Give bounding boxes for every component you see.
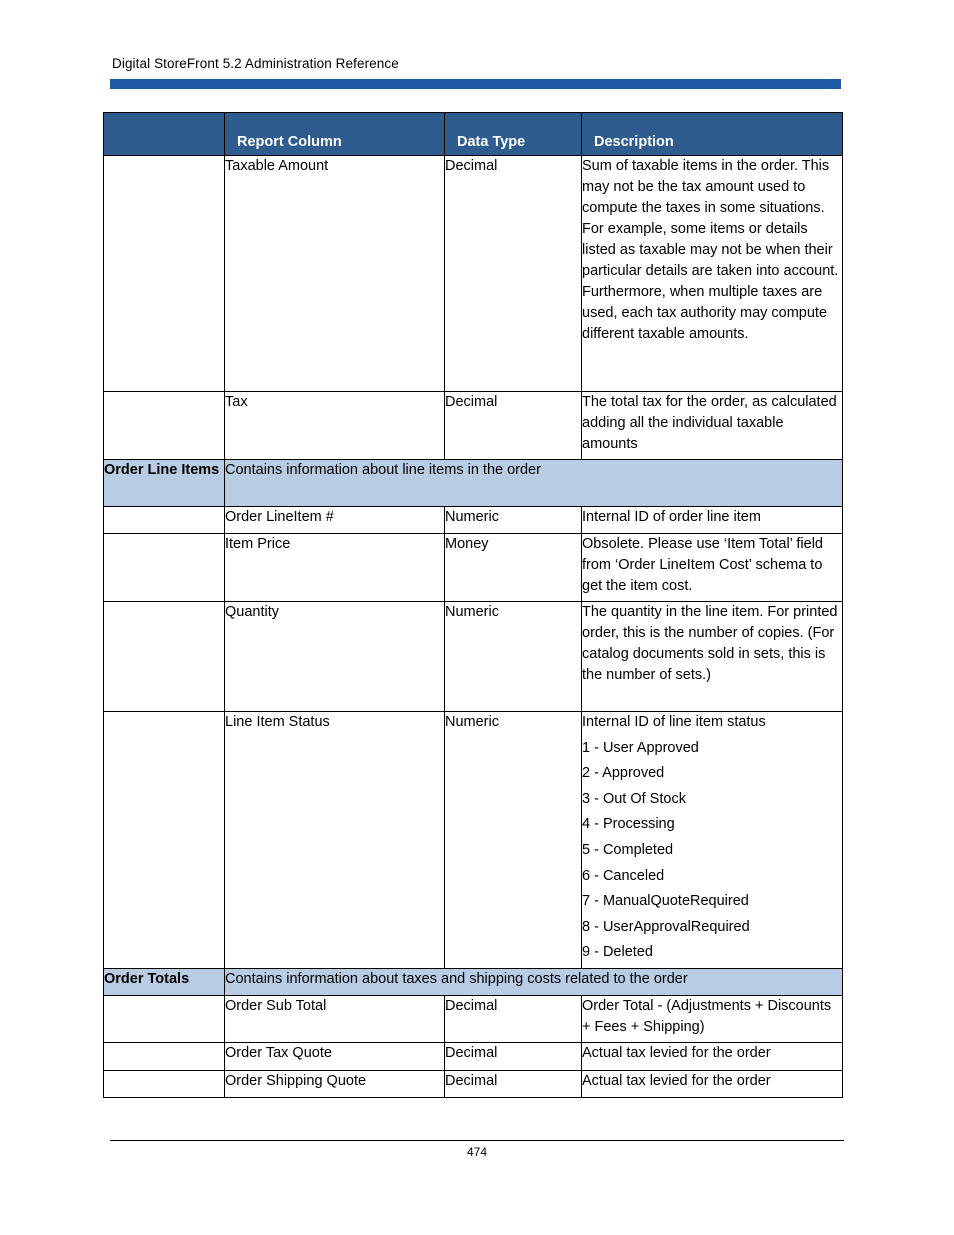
status-item: 1 - User Approved — [582, 739, 699, 756]
report-column-cell: Taxable Amount — [225, 156, 445, 392]
header-accent-bar — [110, 79, 841, 89]
description-cell: Internal ID of order line item — [582, 507, 843, 534]
section-row-order-line-items — [104, 460, 843, 507]
status-item: 4 - Processing — [582, 816, 675, 833]
table-row — [104, 1071, 843, 1098]
page-number: 474 — [466, 1145, 488, 1159]
section-row-order-totals — [104, 969, 843, 996]
table-row — [104, 996, 843, 1043]
description-cell: The total tax for the order, as calculated adding all the individual taxable amounts — [582, 392, 843, 460]
section-title: Order Line Items — [104, 460, 225, 507]
description-cell: Actual tax levied for the order — [582, 1043, 843, 1071]
data-type-cell: Money — [445, 534, 582, 602]
header-cell-report-column: Report Column — [225, 113, 445, 156]
data-type-cell: Decimal — [445, 1043, 582, 1071]
status-item: 3 - Out Of Stock — [582, 790, 686, 807]
description-cell: Sum of taxable items in the order. This may not be the tax amount used to compute the taxes in some situations. For example, some items or details listed as taxable may not be when their particular details are taken into account. Furthermore, when multiple taxes are used, each tax authority may compute different taxable amounts. — [582, 156, 843, 392]
report-column-cell: Order Tax Quote — [225, 1043, 445, 1071]
report-column-cell: Order LineItem # — [225, 507, 445, 534]
table-row — [104, 534, 843, 602]
data-type-cell: Numeric — [445, 507, 582, 534]
section-cell — [104, 507, 225, 534]
running-header-title: Digital StoreFront 5.2 Administration Reference — [112, 56, 399, 71]
report-column-cell: Quantity — [225, 602, 445, 712]
data-type-cell: Decimal — [445, 1071, 582, 1098]
section-cell — [104, 534, 225, 602]
header-cell-section — [104, 113, 225, 156]
report-column-cell: Tax — [225, 392, 445, 460]
description-cell: Order Total - (Adjustments + Discounts + Fees + Shipping) — [582, 996, 843, 1043]
section-cell — [104, 1071, 225, 1098]
report-columns-table — [103, 112, 843, 1098]
section-cell — [104, 1043, 225, 1071]
description-cell: The quantity in the line item. For printed order, this is the number of copies. (For catalog documents sold in sets, this is the number of sets.) — [582, 602, 843, 712]
table-row — [104, 507, 843, 534]
section-title: Order Totals — [104, 969, 225, 996]
table-row — [104, 156, 843, 392]
data-type-cell: Decimal — [445, 156, 582, 392]
status-item: 6 - Canceled — [582, 867, 665, 884]
status-item: 9 - Deleted — [582, 944, 653, 961]
section-cell — [104, 602, 225, 712]
report-column-cell: Order Shipping Quote — [225, 1071, 445, 1098]
data-type-cell: Decimal — [445, 996, 582, 1043]
status-item: 2 - Approved — [582, 765, 665, 782]
description-cell: Obsolete. Please use ‘Item Total’ field from ‘Order LineItem Cost’ schema to get the item cost. — [582, 534, 843, 602]
footer-rule — [110, 1140, 844, 1141]
section-cell — [104, 156, 225, 392]
status-item: 7 - ManualQuoteRequired — [582, 893, 749, 910]
header-cell-description: Description — [582, 113, 843, 156]
section-cell — [104, 996, 225, 1043]
table-row — [104, 712, 843, 969]
header-cell-data-type: Data Type — [445, 113, 582, 156]
data-type-cell: Numeric — [445, 712, 582, 969]
report-column-cell: Order Sub Total — [225, 996, 445, 1043]
description-cell — [582, 712, 843, 969]
report-column-cell: Item Price — [225, 534, 445, 602]
data-type-cell: Numeric — [445, 602, 582, 712]
table-row — [104, 602, 843, 712]
table-header-row — [104, 113, 843, 156]
table-row — [104, 1043, 843, 1071]
data-type-cell: Decimal — [445, 392, 582, 460]
status-item: 8 - UserApprovalRequired — [582, 918, 750, 935]
section-cell — [104, 392, 225, 460]
status-intro: Internal ID of line item status — [582, 714, 766, 730]
description-cell: Actual tax levied for the order — [582, 1071, 843, 1098]
section-cell — [104, 712, 225, 969]
report-column-cell: Line Item Status — [225, 712, 445, 969]
section-summary: Contains information about line items in the order — [225, 460, 843, 507]
status-item: 5 - Completed — [582, 841, 674, 858]
table-row — [104, 392, 843, 460]
section-summary: Contains information about taxes and shipping costs related to the order — [225, 969, 843, 996]
